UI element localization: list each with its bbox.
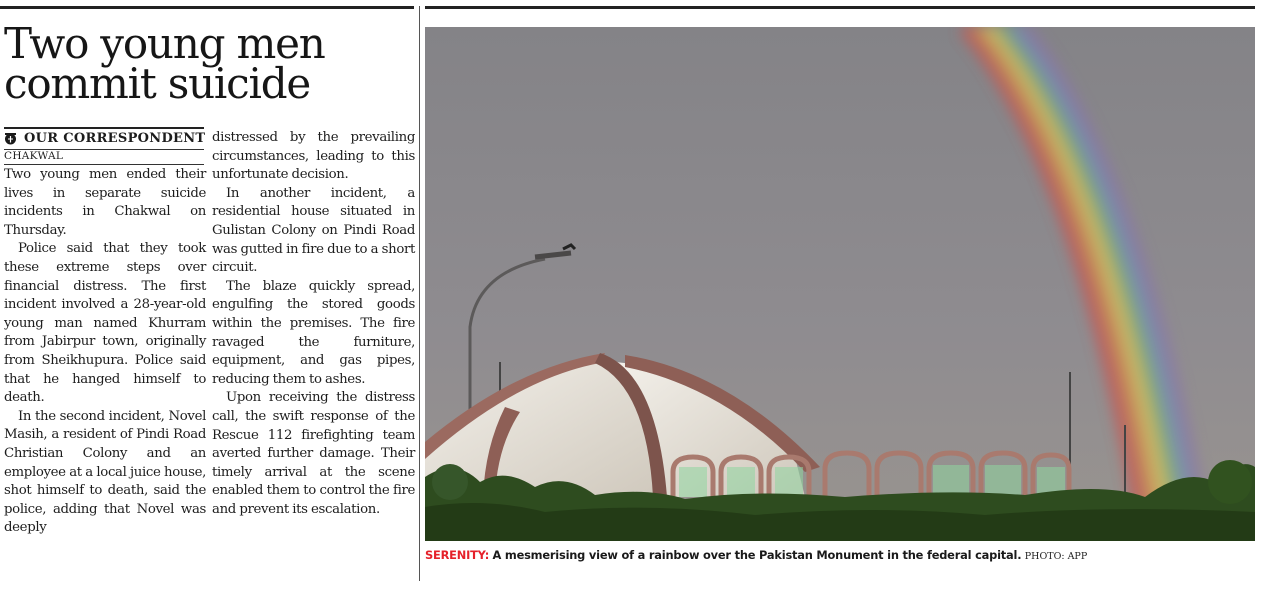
paragraph: Upon receiving the distress call, the swift response of the Rescue 112 firefighting team averted further damage. Their timely arrival at the scene enabled them to control the fire and prevent its escalation. — [212, 390, 415, 517]
rainbow-monument-illustration — [425, 27, 1255, 541]
dateline-rule — [4, 164, 204, 165]
article-column-1 — [4, 166, 206, 538]
article-headline: Two young men commit suicide — [4, 19, 325, 108]
paragraph: Two young men ended their lives in separate suicide incidents in Chakwal on Thursday. — [4, 167, 206, 238]
paragraph: The blaze quickly spread, engulfing the stored goods within the premises. The fire ravaged the furniture, equipment, and gas pipes, reducing them to ashes. — [212, 278, 415, 387]
caption-text: A mesmerising view of a rainbow over the Pakistan Monument in the federal capital. — [492, 548, 1022, 562]
paragraph: Police said that they took these extreme steps over financial distress. The first incident involved a 28-year-old young man named Khurram from Jabirpur town, originally from Sheikhupura. Police said that he hanged himself to death. — [4, 241, 206, 406]
article-column-2 — [212, 129, 415, 519]
byline-author: OUR CORRESPONDENT — [24, 131, 206, 146]
photo-caption — [425, 548, 1255, 562]
paragraph: In another incident, a residential house situated in Gulistan Colony on Pindi Road was gutted in fire due to a short circuit. — [212, 185, 415, 276]
right-top-rule — [425, 6, 1255, 9]
dateline: CHAKWAL — [4, 150, 64, 162]
paragraph: In the second incident, Novel Masih, a resident of Pindi Road Christian Colony and an employee at a local juice house, shot himself to death, said the police, adding that Novel was deeply — [4, 408, 206, 536]
photo-credit: PHOTO: APP — [1024, 551, 1088, 562]
column-divider — [419, 6, 420, 581]
caption-label: SERENITY: — [425, 548, 490, 562]
news-photo — [425, 27, 1255, 541]
left-top-rule — [0, 6, 414, 9]
paragraph: distressed by the prevailing circumstances, leading to this unfortunate decision. — [212, 130, 415, 183]
pen-nib-icon — [4, 132, 17, 145]
byline — [4, 127, 204, 150]
